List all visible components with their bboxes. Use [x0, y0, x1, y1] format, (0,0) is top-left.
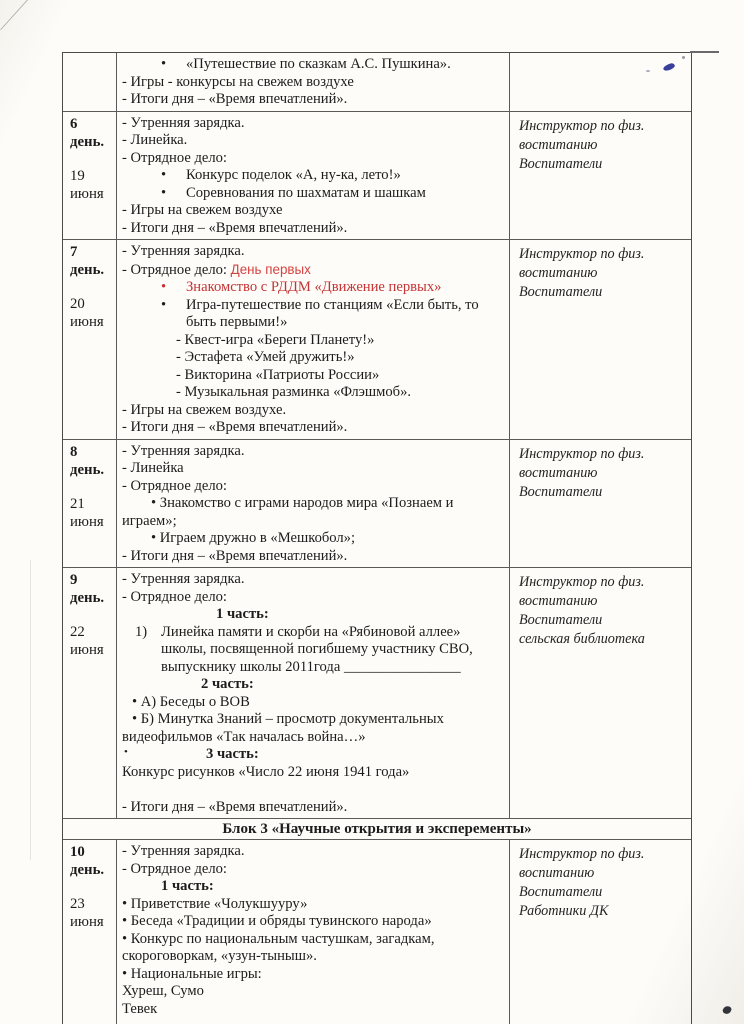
activity-line — [122, 202, 503, 220]
activity-text: - Отрядное дело: — [122, 588, 227, 605]
day-label: день. — [70, 461, 105, 478]
activity-text: • Знакомство с играми народов мира «Познаем и играем»; — [122, 495, 454, 529]
day-cell — [63, 112, 117, 240]
bullet-marker: • — [124, 746, 128, 758]
activities-cell — [117, 53, 510, 111]
table-row — [63, 111, 691, 240]
activity-line — [122, 332, 503, 350]
activity-text: - Отрядное дело: — [122, 149, 227, 166]
activity-line — [122, 74, 503, 92]
bullet-marker: • — [161, 184, 167, 201]
scan-smudge — [30, 560, 31, 860]
staff-cell — [510, 240, 691, 439]
staff-line: Воспитатели — [519, 884, 603, 900]
activity-text: - Отрядное дело: — [122, 477, 227, 494]
activity-line — [122, 297, 503, 332]
activity-line — [122, 781, 503, 799]
activity-line — [122, 878, 503, 896]
staff-line: Инструктор по физ. — [519, 574, 645, 590]
scan-speck — [646, 70, 650, 72]
date-month: июня — [70, 185, 104, 202]
activity-line — [122, 966, 503, 984]
table-row — [63, 53, 691, 111]
staff-cell — [510, 440, 691, 568]
activity-text-highlight: День первых — [230, 261, 311, 277]
day-label: день. — [70, 862, 105, 878]
activity-text: - Утренняя зарядка. — [122, 843, 245, 859]
activity-text: - Квест-игра «Береги Планету!» — [176, 331, 375, 348]
staff-line: сельская библиотека — [519, 631, 645, 647]
bullet-marker: • — [161, 296, 167, 313]
activity-line — [122, 349, 503, 367]
activity-line — [122, 764, 503, 782]
staff-line: воспитанию — [519, 865, 595, 881]
scan-corner-fold-line — [0, 0, 36, 30]
staff-cell — [510, 840, 691, 1024]
activity-line — [122, 896, 503, 914]
staff-line: воститанию — [519, 136, 598, 153]
date-month: июня — [70, 513, 104, 530]
staff-line: воститанию — [519, 464, 598, 481]
activity-line — [122, 799, 503, 817]
activity-text: 2 часть: — [201, 676, 254, 692]
activity-text: Конкурс поделок «А, ну-ка, лето!» — [186, 167, 401, 183]
date-number: 19 — [70, 167, 85, 184]
date-month: июня — [70, 914, 104, 930]
activity-text: - Эстафета «Умей дружить!» — [176, 349, 355, 365]
scan-speck — [682, 56, 685, 59]
activity-text: 1 часть: — [161, 878, 214, 894]
activity-line — [122, 150, 503, 168]
staff-line: Инструктор по физ. — [519, 846, 645, 862]
activity-text: Линейка памяти и скорби на «Рябиновой аллее» школы, посвященной погибшему участнику СВО, выпускнику школы 2011года ________________ — [161, 623, 473, 675]
activity-text: • Приветствие «Чолукшууру» — [122, 895, 308, 912]
activity-text: • Б) Минутка Знаний – просмотр документальных видеофильмов «Так началась война…» — [122, 711, 444, 745]
activity-line — [122, 220, 503, 238]
day-cell — [63, 568, 117, 818]
activity-text: - Утренняя зарядка. — [122, 442, 245, 459]
activity-text: - Итоги дня – «Время впечатлений». — [122, 798, 348, 815]
activities-cell — [117, 440, 510, 568]
activity-text: «Путешествие по сказкам А.С. Пушкина». — [186, 56, 451, 72]
staff-cell — [510, 568, 691, 818]
activity-text: Соревнования по шахматам и шашкам — [186, 184, 426, 201]
day-label: день. — [70, 133, 105, 150]
activity-text: • Беседа «Традиции и обряды тувинского народа» — [122, 913, 432, 929]
staff-line: Работники ДК — [519, 903, 609, 919]
day-label: день. — [70, 262, 105, 278]
activity-text: • Играем дружно в «Мешкобол»; — [151, 530, 356, 546]
staff-line: Воспитатели — [519, 483, 603, 500]
activity-line — [122, 478, 503, 496]
activity-text: Тевек — [122, 1000, 158, 1017]
activity-text: Игра-путешествие по станциям «Если быть, то быть первыми!» — [186, 296, 479, 330]
day-cell — [63, 840, 117, 1024]
activity-text: Конкурс рисунков «Число 22 июня 1941 года» — [122, 763, 410, 780]
section-band-title: Блок 3 «Научные открытия и эксперементы» — [222, 821, 532, 837]
schedule-table — [62, 52, 692, 1024]
activity-text: - Музыкальная разминка «Флэшмоб». — [176, 384, 412, 400]
table-border-overhang-line — [690, 51, 719, 53]
activity-text: • Национальные игры: — [122, 965, 262, 982]
activity-line — [122, 676, 503, 694]
activity-text: - Итоги дня – «Время впечатлений». — [122, 91, 348, 107]
bullet-marker: • — [161, 56, 167, 72]
activity-line — [122, 56, 503, 74]
activity-line — [122, 913, 503, 931]
activity-text: - Итоги дня – «Время впечатлений». — [122, 547, 348, 564]
activity-text: - Отрядное дело: — [122, 860, 227, 877]
staff-line: Инструктор по физ. — [519, 117, 645, 134]
activity-text: - Утренняя зарядка. — [122, 571, 245, 587]
activity-text: - Игры - конкурсы на свежем воздухе — [122, 73, 354, 90]
activity-line — [122, 243, 503, 261]
staff-line: Инструктор по физ. — [519, 445, 645, 462]
activities-cell — [117, 840, 510, 1024]
activity-text: Хуреш, Сумо — [122, 983, 204, 999]
date-number: 20 — [70, 296, 85, 312]
day-cell — [63, 440, 117, 568]
section-band-row — [63, 818, 691, 839]
activity-text: - Отрядное дело: — [122, 261, 231, 278]
activity-text: - Игры на свежем воздухе. — [122, 401, 287, 418]
staff-cell — [510, 112, 691, 240]
day-number: 9 — [70, 572, 78, 588]
activity-line — [122, 571, 503, 589]
activity-line — [122, 419, 503, 437]
activity-line — [122, 548, 503, 566]
day-number: 8 — [70, 443, 78, 460]
activity-text: - Линейка — [122, 460, 184, 476]
staff-line: Воспитатели — [519, 284, 603, 300]
date-month: июня — [70, 642, 104, 658]
bullet-marker: • — [161, 167, 167, 183]
activity-line — [122, 367, 503, 385]
activity-line — [122, 91, 503, 109]
activity-line — [122, 843, 503, 861]
activity-text: • Конкурс по национальным частушкам, загадкам, скороговоркам, «узун-тыныш». — [122, 930, 435, 964]
activity-text — [122, 781, 126, 797]
activity-line — [122, 185, 503, 203]
date-number: 21 — [70, 495, 85, 512]
table-row — [63, 239, 691, 439]
activity-line — [122, 530, 503, 548]
day-number: 6 — [70, 115, 78, 132]
activity-line — [122, 1001, 503, 1019]
activity-line — [122, 115, 503, 133]
day-cell — [63, 53, 117, 111]
activity-line — [122, 746, 503, 764]
activity-text: - Игры на свежем воздухе — [122, 202, 283, 218]
date-month: июня — [70, 314, 104, 330]
table-row — [63, 567, 691, 818]
activity-text: - Утренняя зарядка. — [122, 243, 245, 259]
activity-text: 3 часть: — [206, 746, 259, 762]
day-number: 10 — [70, 844, 85, 860]
ink-dot — [722, 1005, 732, 1015]
activity-text: - Викторина «Патриоты России» — [176, 366, 380, 383]
activity-line — [122, 694, 503, 712]
date-number: 22 — [70, 624, 85, 640]
activity-text: Знакомство с РДДМ «Движение первых» — [186, 279, 442, 295]
activity-text: - Утренняя зарядка. — [122, 114, 245, 131]
table-row — [63, 439, 691, 568]
activity-line — [122, 384, 503, 402]
activities-cell — [117, 112, 510, 240]
staff-cell — [510, 53, 691, 111]
date-number: 23 — [70, 896, 85, 912]
activity-line — [122, 132, 503, 150]
bullet-marker: 1) — [135, 623, 148, 640]
activity-line — [122, 931, 503, 966]
activities-cell — [117, 568, 510, 818]
staff-line: Инструктор по физ. — [519, 246, 645, 262]
activity-text: 1 часть: — [216, 606, 269, 622]
activities-cell — [117, 240, 510, 439]
activity-line — [122, 279, 503, 297]
day-cell — [63, 240, 117, 439]
activity-line — [122, 443, 503, 461]
table-row — [63, 839, 691, 1024]
activity-line — [122, 589, 503, 607]
activity-text: - Итоги дня – «Время впечатлений». — [122, 419, 348, 435]
day-label: день. — [70, 590, 105, 606]
activity-text: - Итоги дня – «Время впечатлений». — [122, 219, 348, 236]
activity-line — [122, 983, 503, 1001]
staff-line: воститанию — [519, 593, 598, 609]
activity-line — [122, 167, 503, 185]
activity-text: • А) Беседы о ВОВ — [132, 693, 250, 710]
bullet-marker: • — [161, 279, 167, 295]
activity-line — [122, 624, 503, 677]
activity-line — [122, 861, 503, 879]
day-number: 7 — [70, 244, 78, 260]
staff-line: Воспитатели — [519, 612, 603, 628]
activity-line — [122, 261, 503, 280]
activity-line — [122, 402, 503, 420]
activity-text: - Линейка. — [122, 132, 188, 148]
staff-line: Воспитатели — [519, 155, 603, 172]
staff-line: воститанию — [519, 265, 598, 281]
activity-line — [122, 711, 503, 746]
activity-line — [122, 460, 503, 478]
activity-line — [122, 606, 503, 624]
activity-line — [122, 495, 503, 530]
